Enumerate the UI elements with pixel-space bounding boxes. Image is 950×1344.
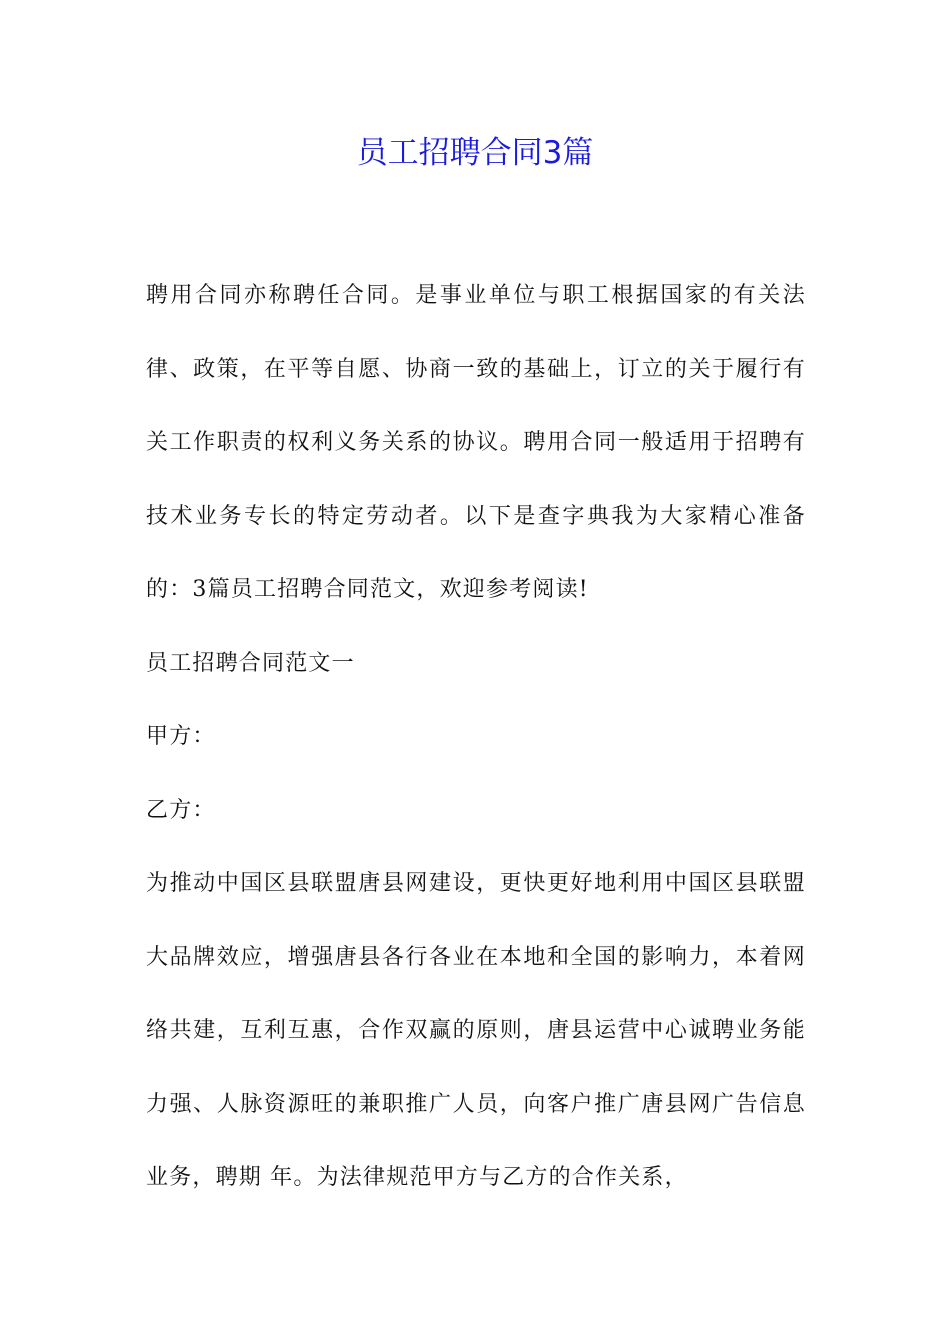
section-heading: 员工招聘合同范文一 [146, 650, 355, 676]
document-body [146, 259, 806, 1215]
intro-paragraph: 聘用合同亦称聘任合同。是事业单位与职工根据国家的有关法律、政策，在平等自愿、协商一致的基础上，订立的关于履行有关工作职责的权利义务关系的协议。聘用合同一般适用于招聘有技术业务专长的特定劳动者。以下是查字典我为大家精心准备的：3篇员工招聘合同范文，欢迎参考阅读! [146, 283, 806, 602]
party-a-label: 甲方： [146, 724, 216, 749]
document-title: 员工招聘合同3篇 [356, 135, 594, 171]
contract-paragraph: 为推动中国区县联盟唐县网建设，更快更好地利用中国区县联盟大品牌效应，增强唐县各行各业在本地和全国的影响力，本着网络共建，互利互惠，合作双赢的原则，唐县运营中心诚聘业务能力强、人脉资源旺的兼职推广人员，向客户推广唐县网广告信息业务，聘期 年。为法律规范甲方与乙方的合作关系， [146, 871, 806, 1190]
party-b-label: 乙方： [146, 797, 216, 823]
